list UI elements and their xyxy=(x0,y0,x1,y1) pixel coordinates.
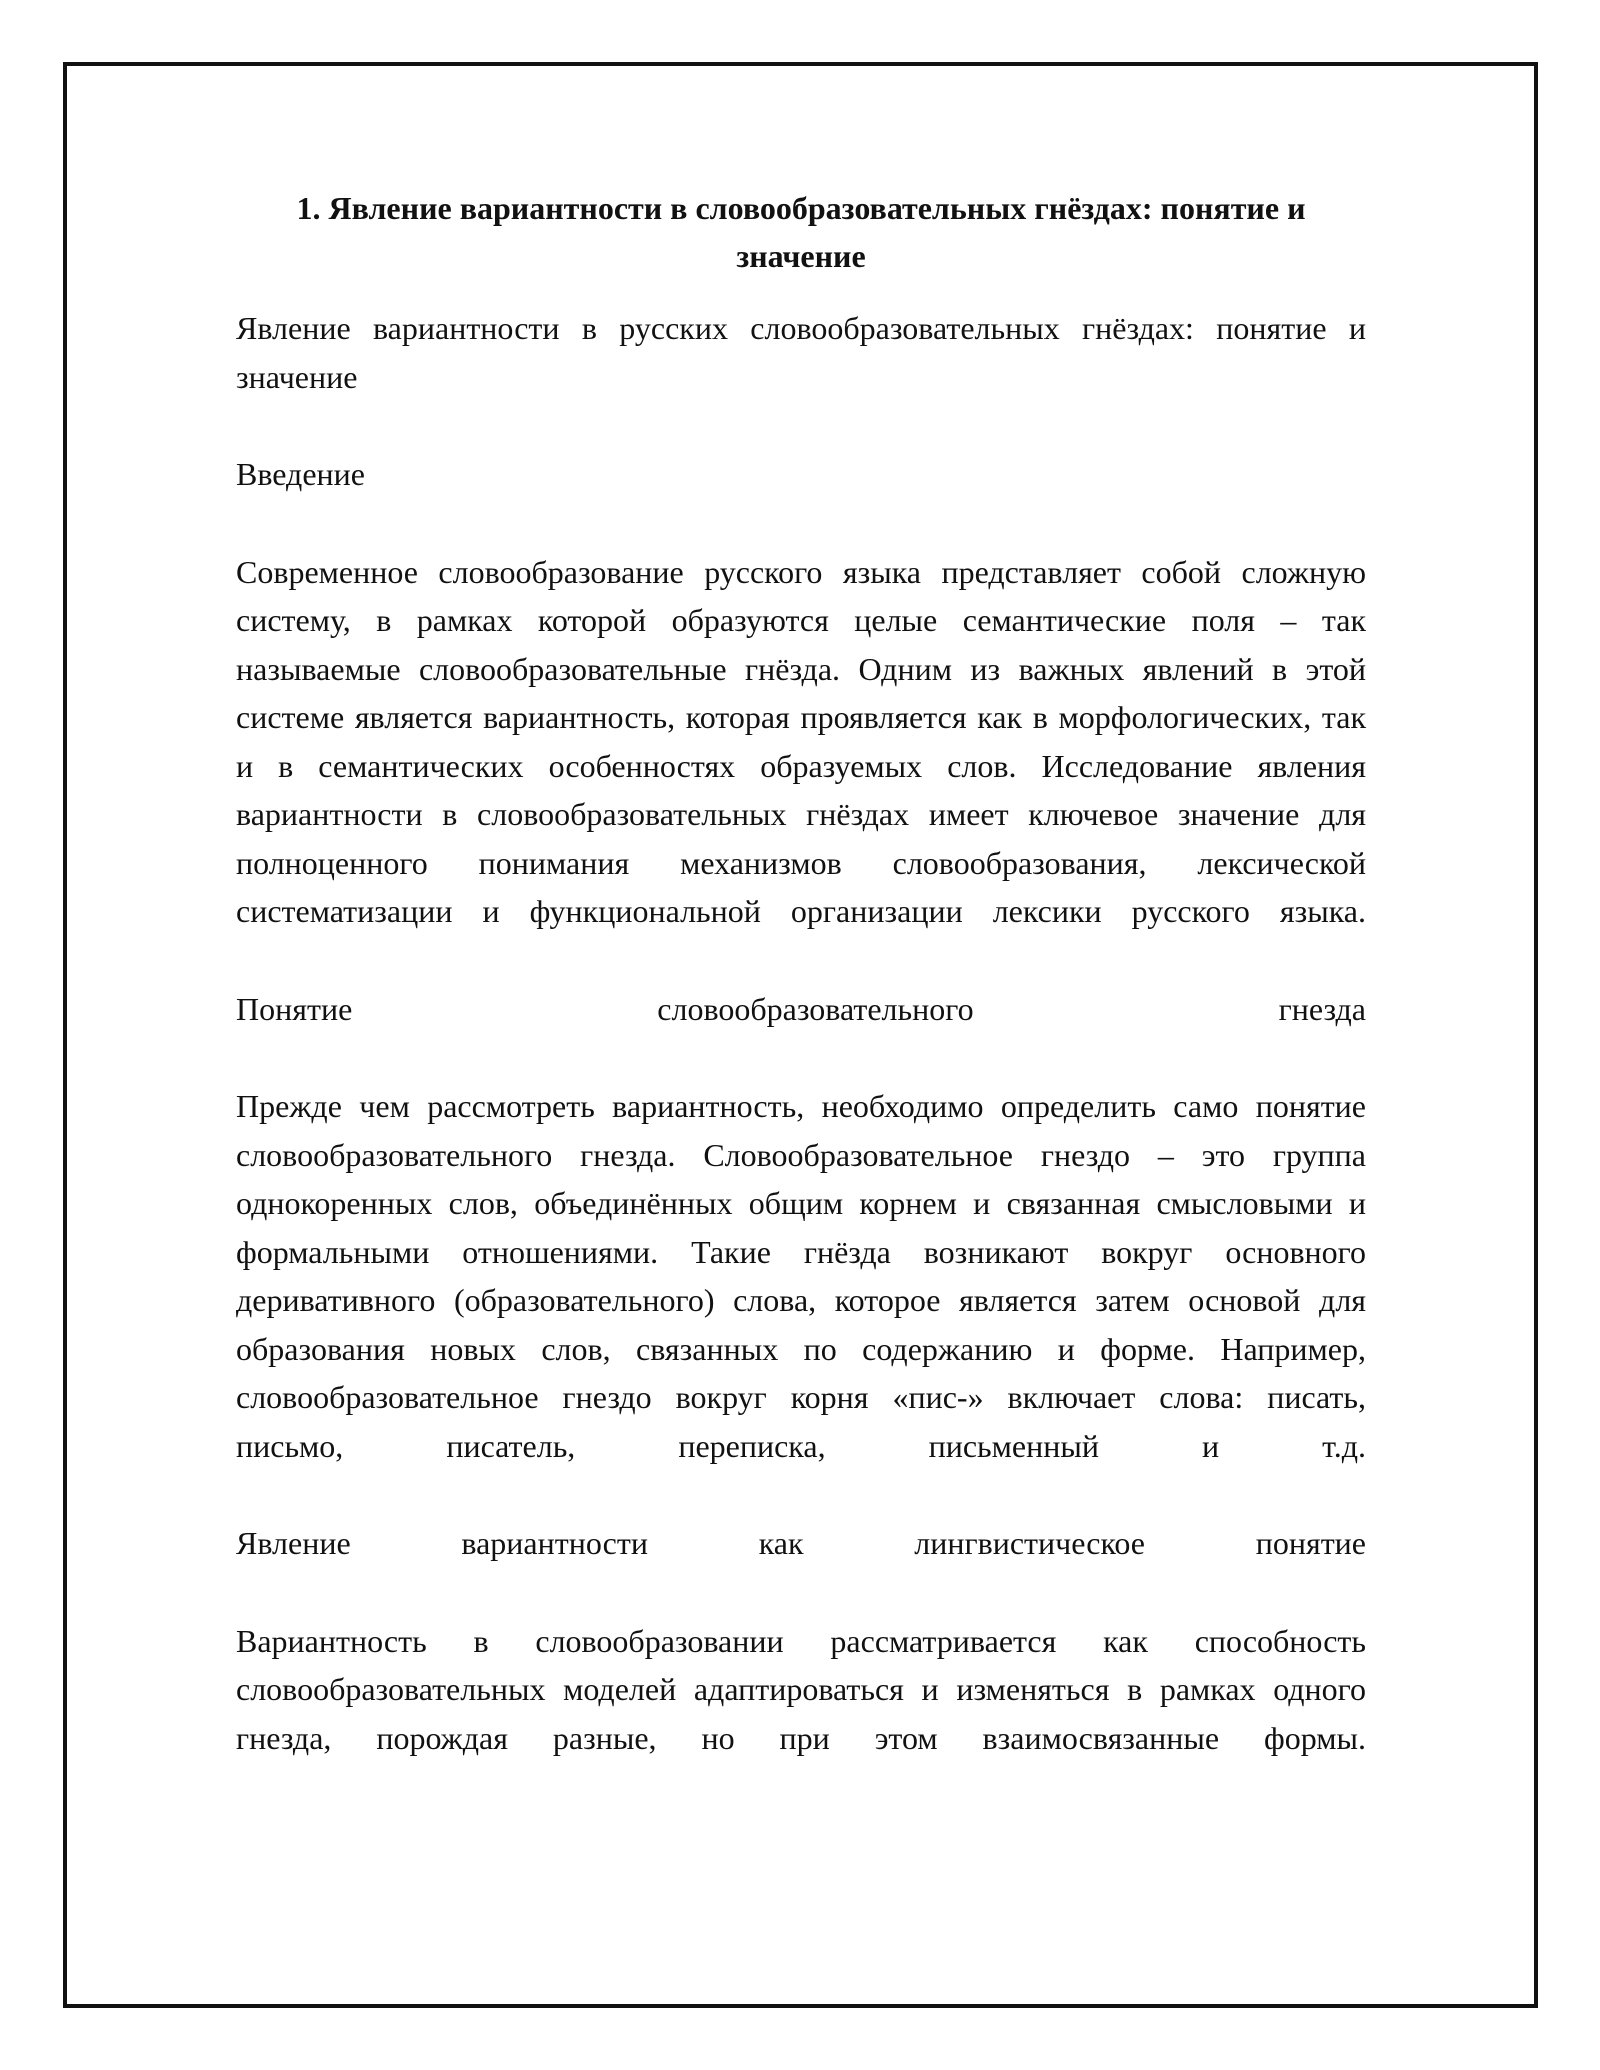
heading-introduction: Введение xyxy=(236,456,365,492)
document-title: 1. Явление вариантности в словообразовательных гнёздах: понятие и значение xyxy=(296,190,1306,274)
heading-variance-concept: Явление вариантности как лингвистическое понятие xyxy=(236,1525,1366,1561)
heading-nest-concept: Понятие словообразовательного гнезда xyxy=(236,990,1366,1027)
paragraph-nest-concept: Прежде чем рассмотреть вариантность, необходимо определить само понятие словообразовательного гнезда. Словообразовательное гнездо – это группа однокоренных слов, объединённых общим корнем и связанная смысловыми и формальными отношениями. Такие гнёзда возникают вокруг основного деривативного (образовательного) слова, которое является затем основой для образования новых слов, связанных по содержанию и форме. Например, словообразовательное гнездо вокруг корня «пис-» включает слова: писать, письмо, писатель, переписка, письменный и т.д. xyxy=(236,1088,1366,1464)
paragraph-subtitle: Явление вариантности в русских словообразовательных гнёздах: понятие и значение xyxy=(236,310,1366,395)
paragraph-introduction: Современное словообразование русского языка представляет собой сложную систему, в рамках которой образуются целые семантические поля – так называемые словообразовательные гнёзда. Одним из важных явлений в этой системе является вариантность, которая проявляется как в морфологических, так и в семантических особенностях образуемых слов. Исследование явления вариантности в словообразовательных гнёздах имеет ключевое значение для полноценного понимания механизмов словообразования, лексической систематизации и функциональной организации лексики русского языка. xyxy=(236,553,1366,929)
document-body xyxy=(236,184,1366,1762)
paragraph-variance-concept: Вариантность в словообразовании рассматривается как способность словообразовательных моделей адаптироваться и изменяться в рамках одного гнезда, порождая разные, но при этом взаимосвязанные формы. xyxy=(236,1622,1366,1756)
